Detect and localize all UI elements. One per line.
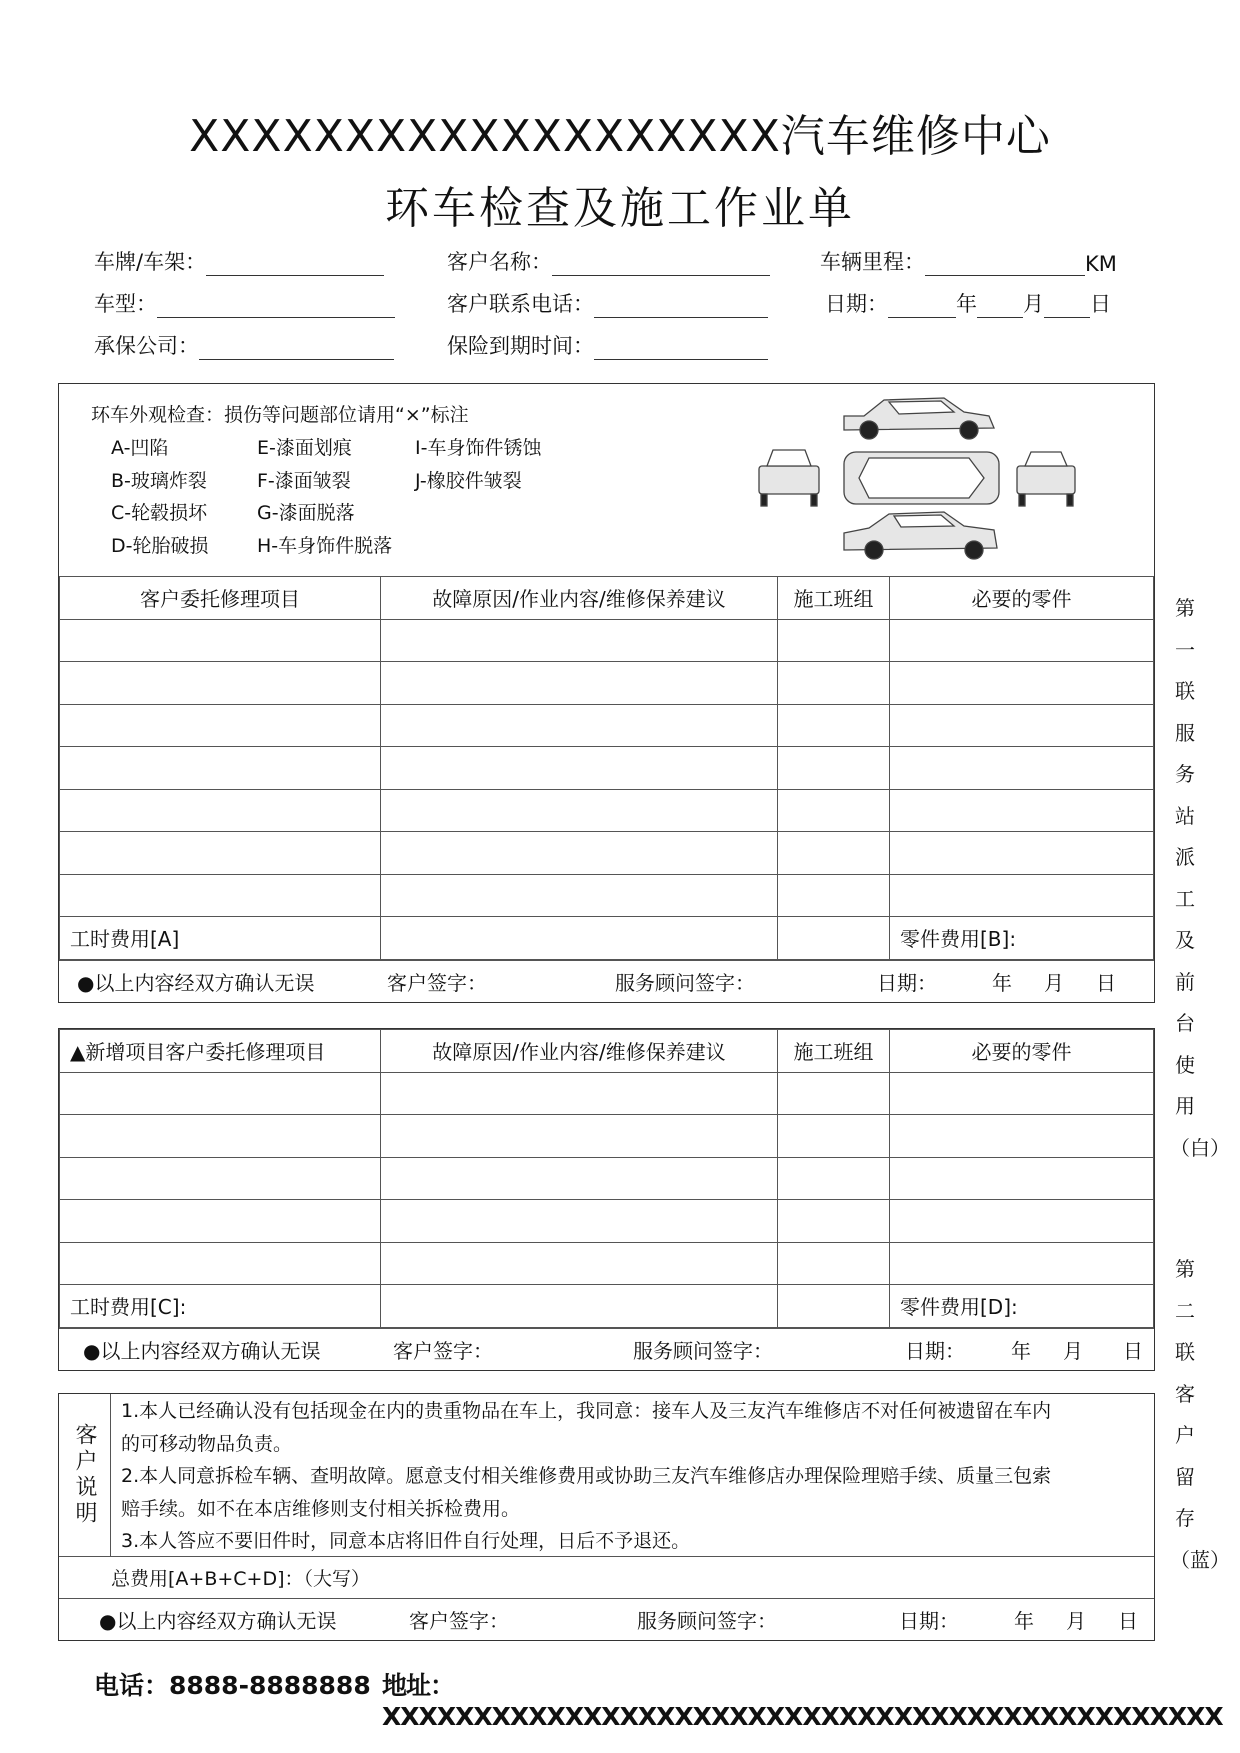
- note-line: 1.本人已经确认没有包括现金在内的贵重物品在车上，我同意：接车人及三友汽车维修店不对任何被遗留在车内: [121, 1400, 1052, 1422]
- car-side-top-icon: [844, 398, 994, 439]
- col-header: 施工班组: [778, 577, 890, 620]
- model-label: 车型：: [94, 292, 157, 316]
- table-row[interactable]: [60, 1242, 1154, 1285]
- legend-item: I-车身饰件锈蚀: [415, 437, 542, 459]
- section-1: [58, 383, 1155, 1003]
- labor-cost-a[interactable]: 工时费用[A]: [60, 917, 381, 960]
- customer-signature[interactable]: 客户签字：: [393, 1338, 493, 1363]
- mileage-unit: KM: [1085, 252, 1117, 276]
- month-label: 月: [1066, 1609, 1086, 1633]
- repair-table-1: [59, 576, 1154, 960]
- year-label: 年: [1014, 1609, 1034, 1633]
- section-3: [58, 1393, 1155, 1641]
- year-label: 年: [1011, 1338, 1031, 1363]
- col-header: 必要的零件: [890, 577, 1154, 620]
- date-label: 日期：: [825, 292, 888, 316]
- table-row[interactable]: [60, 619, 1154, 662]
- confirm-row-1: [59, 960, 1154, 1002]
- col-header: 必要的零件: [890, 1030, 1154, 1073]
- table-row[interactable]: [60, 1200, 1154, 1243]
- labor-cost-c[interactable]: 工时费用[C]:: [60, 1285, 381, 1328]
- legend-item: A-凹陷: [111, 437, 169, 459]
- footer-phone: 电话：8888-8888888: [94, 1671, 371, 1700]
- note-line: 赔手续。如不在本店维修则支付相关拆检费用。: [121, 1497, 521, 1520]
- insurance-expiry-field[interactable]: [447, 330, 768, 360]
- footer-address: 地址：XXXXXXXXXXXXXXXXXXXXXXXXXXXXXXXXXXXXXXXXXXXXXX: [382, 1671, 1223, 1731]
- confirm-text: ●以上内容经双方确认无误: [83, 1338, 321, 1363]
- mileage-field[interactable]: [820, 246, 1117, 276]
- confirm-row-3: [59, 1598, 1154, 1640]
- model-field[interactable]: [94, 288, 395, 318]
- customer-name-label: 客户名称：: [447, 250, 552, 274]
- col-header: ▲新增项目客户委托修理项目: [60, 1030, 381, 1073]
- legend-item: J-橡胶件皱裂: [415, 469, 522, 492]
- repair-table-2: [59, 1029, 1154, 1328]
- day-label: 日: [1090, 292, 1111, 316]
- note-line: 的可移动物品负责。: [121, 1432, 293, 1455]
- legend-item: F-漆面皱裂: [257, 469, 351, 492]
- car-top-icon: [844, 452, 999, 504]
- table-row[interactable]: [60, 832, 1154, 875]
- insurance-expiry-label: 保险到期时间：: [447, 334, 594, 358]
- confirm-date[interactable]: 日期：: [899, 1609, 959, 1633]
- table-row[interactable]: [60, 874, 1154, 917]
- car-rear-icon: [1017, 452, 1075, 506]
- table-row[interactable]: [60, 1115, 1154, 1158]
- notes-text: [111, 1394, 1154, 1556]
- customer-signature[interactable]: 客户签字：: [387, 970, 487, 995]
- legend-item: D-轮胎破损: [111, 534, 209, 557]
- car-front-icon: [759, 450, 819, 506]
- year-label: 年: [992, 970, 1012, 995]
- customer-name-field[interactable]: [447, 246, 770, 276]
- form-title: 环车检查及施工作业单: [385, 183, 855, 234]
- col-header: 故障原因/作业内容/维修保养建议: [381, 577, 778, 620]
- mileage-label: 车辆里程：: [820, 250, 925, 274]
- col-header: 客户委托修理项目: [60, 577, 381, 620]
- advisor-signature[interactable]: 服务顾问签字：: [637, 1609, 777, 1633]
- customer-notes: [59, 1394, 1154, 1556]
- table-row[interactable]: [60, 704, 1154, 747]
- car-side-bottom-icon: [844, 512, 997, 559]
- col-header: 故障原因/作业内容/维修保养建议: [381, 1030, 778, 1073]
- confirm-text: ●以上内容经双方确认无误: [99, 1609, 337, 1633]
- legend-item: C-轮毂损坏: [111, 502, 208, 524]
- confirm-row-2: [59, 1328, 1154, 1370]
- damage-legend: [111, 432, 615, 562]
- table-row[interactable]: [60, 747, 1154, 790]
- month-label: 月: [1063, 1338, 1083, 1363]
- parts-cost-b[interactable]: 零件费用[B]:: [890, 917, 1154, 960]
- legend-item: H-车身饰件脱落: [257, 534, 393, 557]
- inspection-title: 环车外观检查：损伤等问题部位请用“×”标注: [91, 404, 469, 426]
- month-label: 月: [1044, 970, 1064, 995]
- advisor-signature[interactable]: 服务顾问签字：: [633, 1338, 773, 1363]
- confirm-text: ●以上内容经双方确认无误: [77, 970, 315, 995]
- customer-phone-field[interactable]: [447, 288, 768, 318]
- day-label: 日: [1096, 970, 1116, 995]
- day-label: 日: [1118, 1609, 1138, 1633]
- month-label: 月: [1023, 292, 1044, 316]
- legend-item: E-漆面划痕: [257, 437, 352, 459]
- notes-label: 客户说明: [59, 1394, 111, 1556]
- advisor-signature[interactable]: 服务顾问签字：: [615, 970, 755, 995]
- inspection-area: [59, 384, 1154, 576]
- customer-signature[interactable]: 客户签字：: [409, 1609, 509, 1633]
- parts-cost-d[interactable]: 零件费用[D]:: [890, 1285, 1154, 1328]
- table-row[interactable]: [60, 1072, 1154, 1115]
- copy2-label: 第二联客户留存（蓝）: [1170, 1257, 1230, 1572]
- table-row[interactable]: [60, 1157, 1154, 1200]
- table-row[interactable]: [60, 662, 1154, 705]
- note-line: 3.本人答应不要旧件时，同意本店将旧件自行处理，日后不予退还。: [121, 1530, 691, 1552]
- insurer-field[interactable]: [94, 330, 394, 360]
- table-row[interactable]: [60, 789, 1154, 832]
- legend-item: B-玻璃炸裂: [111, 469, 207, 492]
- plate-field[interactable]: [94, 246, 384, 276]
- plate-label: 车牌/车架：: [94, 250, 207, 274]
- date-field[interactable]: [825, 288, 1111, 318]
- year-label: 年: [956, 292, 977, 316]
- legend-item: G-漆面脱落: [257, 502, 355, 524]
- insurer-label: 承保公司：: [94, 334, 199, 358]
- day-label: 日: [1123, 1338, 1143, 1363]
- note-line: 2.本人同意拆检车辆、查明故障。愿意支付相关维修费用或协助三友汽车维修店办理保险理赔手续、质量三包索: [121, 1465, 1052, 1487]
- copy1-label: 第一联服务站派工及前台使用（白）: [1170, 596, 1230, 1160]
- company-title: XXXXXXXXXXXXXXXXXXX汽车维修中心: [189, 111, 1051, 162]
- section-2: [58, 1028, 1155, 1371]
- confirm-date[interactable]: 日期：: [905, 1338, 965, 1363]
- confirm-date[interactable]: 日期：: [877, 970, 937, 995]
- total-cost[interactable]: 总费用[A+B+C+D]：（大写）: [59, 1556, 1154, 1598]
- car-diagram[interactable]: [749, 388, 1149, 573]
- customer-phone-label: 客户联系电话：: [447, 292, 594, 316]
- col-header: 施工班组: [778, 1030, 890, 1073]
